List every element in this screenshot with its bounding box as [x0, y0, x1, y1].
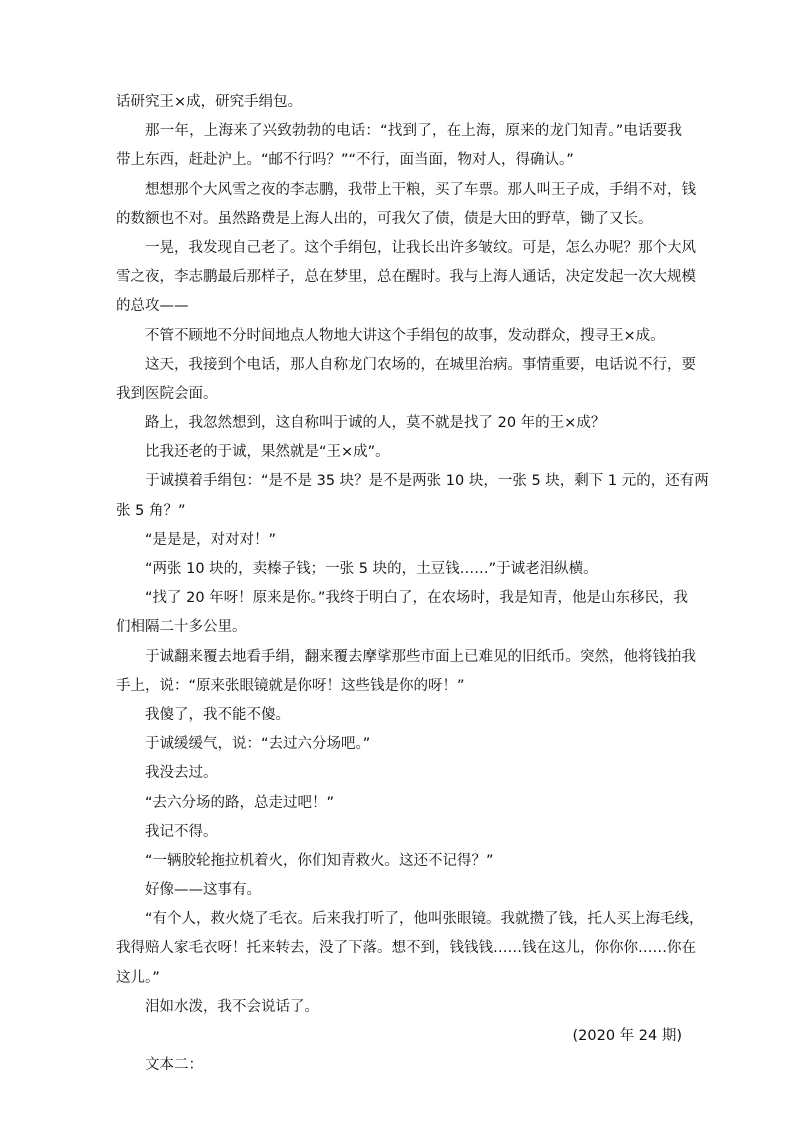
text-line: 一晃，我发现自己老了。这个手绢包，让我长出许多皱纹。可是，怎么办呢？那个大风	[145, 239, 696, 256]
text-line: “一辆胶轮拖拉机着火，你们知青救火。这还不记得？”	[145, 852, 494, 869]
text-line: 我傻了，我不能不傻。	[145, 706, 290, 723]
text-line: 好像——这事有。	[145, 882, 261, 899]
text-line: 带上东西，赶赴沪上。“邮不行吗？”“不行，面当面，物对人，得确认。”	[116, 152, 574, 169]
text-line: 张 5 角？”	[116, 502, 186, 519]
text-line: 我记不得。	[145, 823, 218, 840]
text-line: 想想那个大风雪之夜的李志鹏，我带上干粮，买了车票。那人叫王子成，手绢不对，钱	[145, 181, 696, 198]
article-body	[116, 88, 709, 1080]
text-line: 的总攻——	[116, 298, 189, 315]
text-line: 不管不顾地不分时间地点人物地大讲这个手绢包的故事，发动群众，搜寻王×成。	[145, 327, 665, 344]
text-line: 于诚缓缓气，说：“去过六分场吧。”	[145, 736, 371, 753]
text-line: “有个人，救火烧了毛衣。后来我打听了，他叫张眼镜。我就攒了钱，托人买上海毛线，	[145, 911, 704, 928]
text-line: 文本二：	[145, 1057, 203, 1074]
text-line: 们相隔二十多公里。	[116, 619, 247, 636]
text-line: 于诚摸着手绢包：“是不是 35 块？是不是两张 10 块，一张 5 块，剩下 1 元的，还有两	[145, 473, 709, 490]
text-line: 我没去过。	[145, 765, 218, 782]
text-line: 我到医院会面。	[116, 385, 218, 402]
text-line: “是是是，对对对！”	[145, 531, 277, 548]
text-line: 雪之夜，李志鹏最后那样子，总在梦里，总在醒时。我与上海人通话，决定发起一次大规模	[116, 269, 696, 286]
text-line: 这儿。”	[116, 969, 160, 986]
source-citation: (2020 年 24 期)	[572, 1028, 682, 1044]
text-line: “两张 10 块的，卖榛子钱；一张 5 块的，土豆钱……”于诚老泪纵横。	[145, 561, 598, 577]
text-line: 比我还老的于诚，果然就是“王×成”。	[145, 444, 390, 461]
text-line: 我得赔人家毛衣呀！托来转去，没了下落。想不到，钱钱钱……钱在这儿，你你你……你在	[116, 940, 696, 957]
text-line: 这天，我接到个电话，那人自称龙门农场的，在城里治病。事情重要，电话说不行，要	[145, 356, 696, 373]
text-line: “找了 20 年呀！原来是你。”我终于明白了，在农场时，我是知青，他是山东移民，我	[145, 590, 688, 607]
text-line: 那一年，上海来了兴致勃勃的电话：“找到了，在上海，原来的龙门知青。”电话要我	[145, 123, 682, 140]
text-line: “去六分场的路，总走过吧！”	[145, 794, 335, 811]
text-line: 的数额也不对。虽然路费是上海人出的，可我欠了债，债是大田的野草，锄了又长。	[116, 210, 653, 227]
text-line: 路上，我忽然想到，这自称叫于诚的人，莫不就是找了 20 年的王×成？	[145, 415, 606, 432]
text-line: 泪如水泼，我不会说话了。	[145, 998, 319, 1015]
text-line: 于诚翻来覆去地看手绢，翻来覆去摩挲那些市面上已难见的旧纸币。突然，他将钱拍我	[145, 648, 696, 665]
text-line: 手上，说：“原来张眼镜就是你呀！这些钱是你的呀！”	[116, 677, 465, 694]
text-line: 话研究王×成，研究手绢包。	[116, 94, 303, 110]
